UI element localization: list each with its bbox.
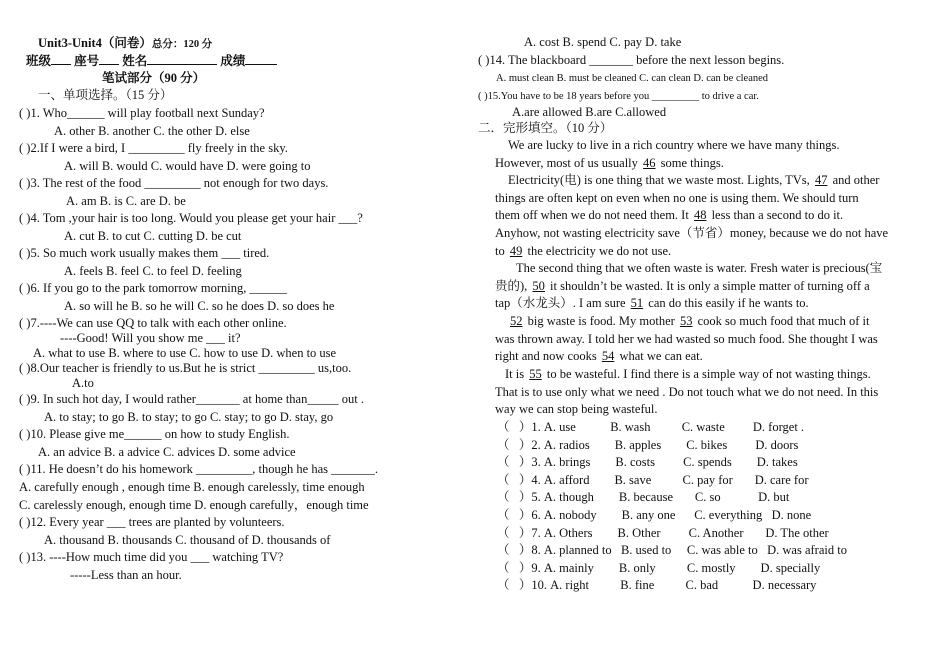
question-stem: ( )11. He doesn’t do his homework _________, though he has _______. <box>19 462 378 476</box>
name-label: 姓名 <box>122 54 148 68</box>
question-stem: ( )6. If you go to the park tomorrow morning, ______ <box>19 281 288 295</box>
score-blank[interactable] <box>245 53 277 65</box>
question-options: A. feels B. feel C. to feel D. feeling <box>64 264 242 278</box>
blank-number: 48 <box>693 208 707 222</box>
cloze-text: However, most of us usually <box>495 156 642 170</box>
cloze-line: Anyhow, not wasting electricity save（节省）money, because we do not have <box>495 226 889 240</box>
question-stem: ( )3. The rest of the food _________ not enough for two days. <box>19 176 329 190</box>
total-score: 总分：120 分 <box>151 39 213 50</box>
seat-blank[interactable] <box>99 53 119 65</box>
question-stem-reply: -----Less than an hour. <box>70 568 182 582</box>
cloze-text: less than a second to do it. <box>708 208 844 222</box>
question-options: A. so will he B. so he will C. so he does D. so does he <box>64 299 335 313</box>
question-options: A. an advice B. a advice C. advices D. some advice <box>38 445 296 459</box>
question-options: C. carelessly enough, enough time D. enough carefully，enough time <box>19 498 369 512</box>
blank-number: 55 <box>529 367 542 381</box>
cloze-option-row: （ ）6. A. nobody B. any one C. everything D. none <box>497 508 812 522</box>
question-options: A.to <box>72 376 94 390</box>
question-options: A. will B. would C. would have D. were going to <box>64 159 311 173</box>
question-options: A. thousand B. thousands C. thousand of D. thousands of <box>44 533 331 547</box>
question-stem: ( )9. In such hot day, I would rather_______ at home than_____ out . <box>19 392 364 406</box>
cloze-text: Electricity(电) is one thing that we waste most. Lights, TVs, <box>508 173 813 187</box>
name-blank[interactable] <box>147 53 217 65</box>
class-label: 班级 <box>26 54 52 68</box>
cloze-line <box>495 296 809 311</box>
cloze-line <box>508 173 879 188</box>
cloze-option-row: （ ）2. A. radios B. apples C. bikes D. doors <box>497 438 799 452</box>
cloze-text: cook so much food that much of it <box>694 314 870 328</box>
question-stem: ( )10. Please give me______ on how to study English. <box>19 427 290 441</box>
cloze-text: and other <box>829 173 880 187</box>
class-blank[interactable] <box>51 53 71 65</box>
cloze-text: to <box>495 244 508 258</box>
question-stem: ( )7.----We can use QQ to talk with each other online. <box>19 316 287 330</box>
written-part-heading: 笔试部分（90 分） <box>102 71 206 85</box>
blank-number: 53 <box>679 314 693 328</box>
cloze-line <box>495 156 724 171</box>
cloze-option-row: （ ）3. A. brings B. costs C. spends D. takes <box>497 455 798 469</box>
blank-number: 46 <box>643 156 656 170</box>
question-options: A. other B. another C. the other D. else <box>54 124 250 138</box>
question-options: A. am B. is C. are D. be <box>66 194 186 208</box>
cloze-line: We are lucky to live in a rich country where we have many things. <box>508 138 840 152</box>
cloze-line <box>495 244 671 259</box>
question-stem: ( )13. ----How much time did you ___ watching TV? <box>19 550 284 564</box>
cloze-text: some things. <box>657 156 724 170</box>
blank-number: 51 <box>630 296 644 310</box>
question-stem: ( )4. Tom ,your hair is too long. Would you please get your hair ___? <box>19 211 363 225</box>
exam-title <box>38 36 212 52</box>
cloze-line <box>495 208 843 223</box>
cloze-option-row: （ ）5. A. though B. because C. so D. but <box>497 490 790 504</box>
blank-number: 49 <box>509 244 523 258</box>
cloze-option-row: （ ）7. A. Others B. Other C. Another D. The other <box>497 526 829 540</box>
seat-label: 座号 <box>74 54 100 68</box>
cloze-text: it shouldn’t be wasted. It is only a simple matter of turning off a <box>546 279 870 293</box>
cloze-text: to be wasteful. I find there is a simple way of not wasting things. <box>543 367 871 381</box>
question-options: A.are allowed B.are C.allowed <box>512 105 667 119</box>
question-stem-reply: ----Good! Will you show me ___ it? <box>60 331 241 345</box>
cloze-line <box>508 314 869 329</box>
question-stem: ( )12. Every year ___ trees are planted by volunteers. <box>19 515 285 529</box>
cloze-text: the electricity we do not use. <box>524 244 672 258</box>
question-options: A. carefully enough , enough time B. enough carelessly, time enough <box>19 480 365 494</box>
section2-heading: 二．完形填空。（10 分） <box>478 121 613 135</box>
question-options: A. must clean B. must be cleaned C. can clean D. can be cleaned <box>496 73 769 84</box>
question-stem: ( )15.You have to be 18 years before you _________ to drive a car. <box>478 91 759 102</box>
cloze-text: what we can eat. <box>616 349 703 363</box>
student-info-line <box>26 53 277 69</box>
title-text: Unit3-Unit4（问卷） <box>38 36 152 50</box>
blank-number: 47 <box>814 173 828 187</box>
cloze-text: tap（水龙头）. I am sure <box>495 296 629 310</box>
cloze-line: The second thing that we often waste is water. Fresh water is precious(宝 <box>516 261 883 275</box>
section1-heading: 一、单项选择。（15 分） <box>38 88 173 102</box>
blank-number: 54 <box>601 349 615 363</box>
cloze-option-row: （ ）4. A. afford B. save C. pay for D. care for <box>497 473 809 487</box>
cloze-line: was thrown away. I told her we had wasted so much food. She thought I was <box>495 332 878 346</box>
cloze-text: right and now cooks <box>495 349 600 363</box>
cloze-text: big waste is food. My mother <box>524 314 678 328</box>
question-stem: ( )1. Who______ will play football next Sunday? <box>19 106 265 120</box>
cloze-text: can do this easily if he wants to. <box>645 296 809 310</box>
cloze-option-row: （ ）10. A. right B. fine C. bad D. necessary <box>497 578 817 592</box>
question-stem: ( )14. The blackboard _______ before the next lesson begins. <box>478 53 785 67</box>
cloze-option-row: （ ）9. A. mainly B. only C. mostly D. specially <box>497 561 821 575</box>
cloze-text: them off when we do not need them. It <box>495 208 692 222</box>
question-options: A. to stay; to go B. to stay; to go C. stay; to go D. stay, go <box>44 410 334 424</box>
blank-number: 52 <box>510 314 523 328</box>
cloze-line <box>495 349 703 364</box>
cloze-line <box>495 279 870 294</box>
cloze-option-row: （ ）8. A. planned to B. used to C. was able to D. was afraid to <box>497 543 847 557</box>
question-options: A. cost B. spend C. pay D. take <box>524 35 682 49</box>
question-stem: ( )8.Our teacher is friendly to us.But he is strict _________ us,too. <box>19 361 352 375</box>
score-label: 成绩 <box>220 54 246 68</box>
cloze-line: way we can stop being wasteful. <box>495 402 658 416</box>
question-options: A. what to use B. where to use C. how to use D. when to use <box>33 346 337 360</box>
cloze-line: That is to use only what we need . Do not touch what we do not need. In this <box>495 385 879 399</box>
question-stem: ( )2.If I were a bird, I _________ fly freely in the sky. <box>19 141 288 155</box>
question-stem: ( )5. So much work usually makes them ___ tired. <box>19 246 270 260</box>
cloze-line <box>505 367 871 382</box>
question-options: A. cut B. to cut C. cutting D. be cut <box>64 229 242 243</box>
cloze-line: things are often kept on even when no one is using them. We should turn <box>495 191 859 205</box>
cloze-text: 贵的), <box>495 279 531 293</box>
cloze-option-row: （ ）1. A. use B. wash C. waste D. forget . <box>497 420 805 434</box>
blank-number: 50 <box>532 279 545 293</box>
cloze-text: It is <box>505 367 528 381</box>
